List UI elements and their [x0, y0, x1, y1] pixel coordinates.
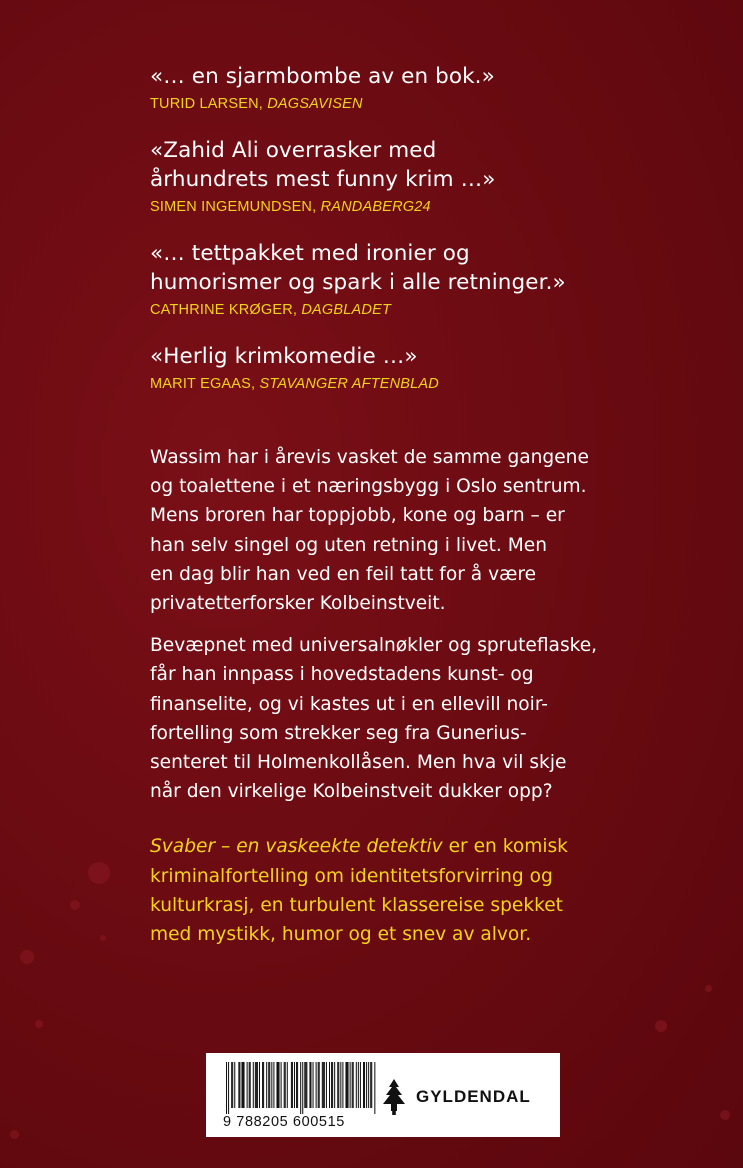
quote-publication: DAGBLADET	[301, 302, 392, 318]
quote-text: «… en sjarmbombe av en bok.»	[150, 64, 495, 89]
review-quote	[150, 62, 710, 114]
decorative-speck	[20, 950, 34, 964]
decorative-speck	[35, 1020, 43, 1028]
book-title-inline: Svaber – en vaskeekte detektiv	[150, 836, 443, 858]
quote-publication: STAVANGER AFTENBLAD	[259, 376, 439, 392]
review-quote	[150, 342, 710, 394]
isbn-number: 9 788205 600515	[223, 1114, 345, 1130]
quote-publication: DAGSAVISEN	[267, 96, 363, 112]
decorative-speck	[70, 900, 80, 910]
quote-source	[150, 94, 710, 114]
decorative-speck	[705, 985, 712, 992]
blurb-paragraph: Bevæpnet med universalnøkler og spruteflaske, får han innpass i hovedstadens kunst- og finanselite, og vi kastes ut i en ellevill noir- fortelling som strekker seg fra Gunerius- senteret til Holmenkollåsen. Men hva vil skje når den virkelige Kolbeinstveit dukker opp?	[150, 635, 598, 803]
quote-source	[150, 300, 710, 320]
quote-text: «Zahid Ali overrasker med århundrets mest funny krim …»	[150, 138, 496, 192]
review-quote	[150, 239, 710, 320]
quote-publication: RANDABERG24	[320, 199, 431, 215]
blurb-highlight-rest: er en komisk kriminalfortelling om identitetsforvirring og kulturkrasj, en turbulent klassereise spekket med mystikk, humor og et snev av alvor.	[150, 836, 568, 946]
blurb-highlight-paragraph	[150, 832, 720, 949]
book-blurb	[150, 443, 720, 962]
blurb-paragraph: Wassim har i årevis vasket de samme gangene og toalettene i et næringsbygg i Oslo sentrum. Mens broren har toppjobb, kone og barn – er han selv singel og uten retning i livet. Men en dag blir han ved en feil tatt for å være privatetterforsker Kolbeinstveit.	[150, 447, 589, 615]
decorative-speck	[720, 1110, 730, 1120]
decorative-speck	[100, 935, 106, 941]
quote-text: «Herlig krimkomedie …»	[150, 344, 418, 369]
decorative-speck	[88, 862, 110, 884]
decorative-speck	[655, 1020, 667, 1032]
barcode-icon	[226, 1062, 376, 1114]
quote-text: «… tettpakket med ironier og humorismer og spark i alle retninger.»	[150, 241, 566, 295]
review-quote	[150, 136, 710, 217]
quote-source	[150, 374, 710, 394]
barcode-panel	[206, 1053, 560, 1137]
quote-source	[150, 197, 710, 217]
quote-author: CATHRINE KRØGER,	[150, 302, 298, 318]
review-quotes	[150, 62, 710, 416]
quote-author: MARIT EGAAS,	[150, 376, 256, 392]
decorative-speck	[10, 1130, 19, 1139]
tree-icon	[380, 1078, 408, 1116]
quote-author: SIMEN INGEMUNDSEN,	[150, 199, 317, 215]
quote-author: TURID LARSEN,	[150, 96, 263, 112]
publisher-logo	[380, 1077, 531, 1117]
publisher-name: GYLDENDAL	[416, 1087, 531, 1106]
